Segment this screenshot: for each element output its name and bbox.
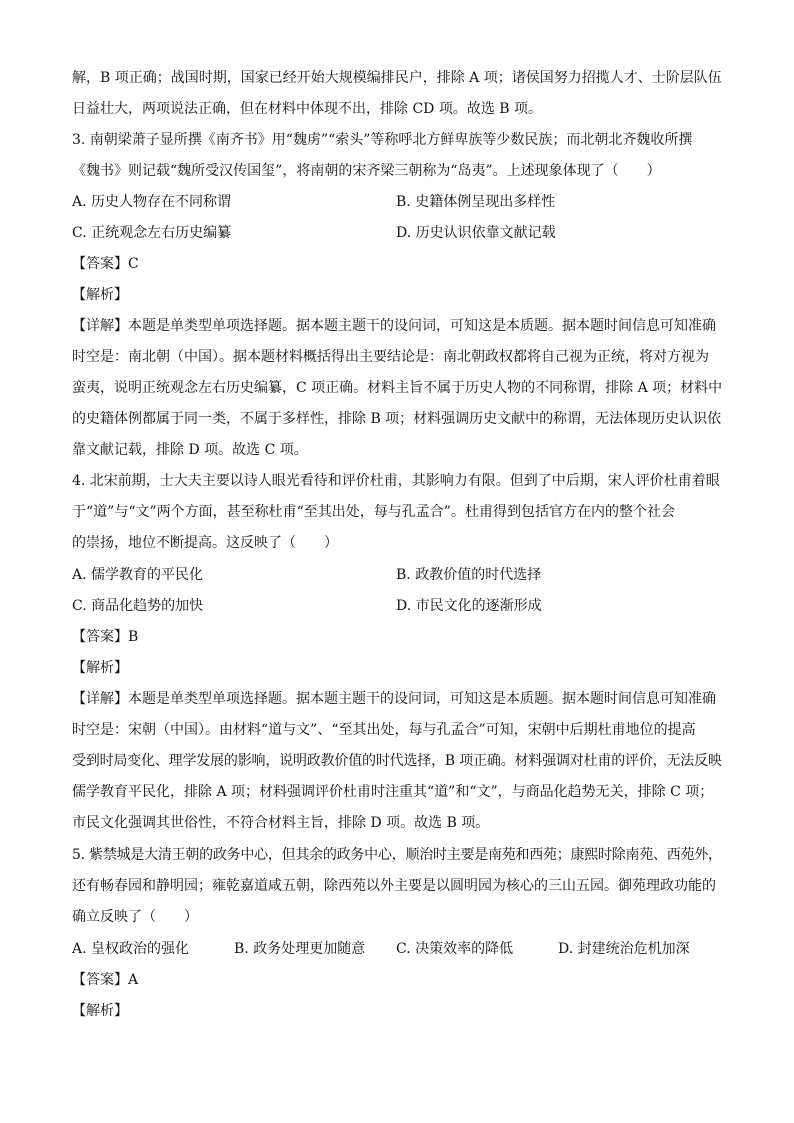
q5-option-a: A. 皇权政治的强化: [72, 941, 190, 957]
prev-explanation-line-1: 解，B 项正确；战国时期，国家已经开始大规模编排民户，排除 A 项；诸侯国努力招揽人才、士阶层队伍: [72, 70, 722, 86]
q4-detail-line-5: 市民文化强调其世俗性，不符合材料主旨，排除 D 项。故选 B 项。: [72, 815, 490, 831]
q4-analysis-label: 【解析】: [72, 660, 128, 676]
q4-option-b: B. 政教价值的时代选择: [396, 567, 542, 583]
q5-stem-line-2: 还有畅春园和静明园；雍乾嘉道咸五朝，除西苑以外主要是以圆明园为核心的三山五园。御苑理政功能的: [72, 878, 716, 894]
q5-option-b: B. 政务处理更加随意: [234, 941, 366, 957]
q4-stem-line-3: 的崇扬，地位不断提高。这反映了（ ）: [72, 535, 338, 551]
q5-option-c: C. 决策效率的降低: [396, 941, 514, 957]
q5-stem-line-3: 确立反映了（ ）: [72, 909, 198, 925]
q3-detail-line-2: 时空是：南北朝（中国）。据本题材料概括得出主要结论是：南北朝政权都将自己视为正统，将对方视为: [72, 349, 709, 365]
q3-stem-line-2: 《魏书》则记载“魏所受汉传国玺”，将南朝的宋齐梁三朝称为“岛夷”。上述现象体现了（ ）: [72, 163, 661, 179]
q3-option-a: A. 历史人物存在不同称谓: [72, 194, 232, 210]
q5-answer: 【答案】A: [72, 972, 139, 988]
q3-detail-line-5: 靠文献记载，排除 D 项。故选 C 项。: [72, 442, 308, 458]
q3-detail-line-4: 的史籍体例都属于同一类，不属于多样性，排除 B 项；材料强调历史文献中的称谓，无法体现历史认识依: [72, 411, 722, 427]
q3-option-c: C. 正统观念左右历史编纂: [72, 225, 232, 241]
q3-stem-line-1: 3. 南朝梁萧子显所撰《南齐书》用“魏虏”“索头”等称呼北方鲜卑族等少数民族；而北朝北齐魏收所撰: [72, 132, 693, 148]
q4-option-d: D. 市民文化的逐渐形成: [396, 598, 542, 614]
q4-option-a: A. 儒学教育的平民化: [72, 567, 204, 583]
q4-detail-line-4: 儒学教育平民化，排除 A 项；材料强调评价杜甫时注重其“道”和“文”，与商品化趋势无关，排除 C 项；: [72, 784, 714, 800]
q5-analysis-label: 【解析】: [72, 1003, 128, 1019]
prev-explanation-line-2: 日益壮大，两项说法正确，但在材料中体现不出，排除 CD 项。故选 B 项。: [72, 101, 543, 117]
q3-option-d: D. 历史认识依靠文献记载: [396, 225, 556, 241]
q5-stem-line-1: 5. 紫禁城是大清王朝的政务中心，但其余的政务中心，顺治时主要是南苑和西苑；康熙时除南苑、西苑外，: [72, 847, 722, 863]
q4-option-c: C. 商品化趋势的加快: [72, 598, 204, 614]
q3-option-b: B. 史籍体例呈现出多样性: [396, 194, 556, 210]
q4-detail-line-3: 受到时局变化、理学发展的影响，说明政教价值的时代选择，B 项正确。材料强调对杜甫的评价，无法反映: [72, 753, 722, 769]
q3-analysis-label: 【解析】: [72, 287, 128, 303]
q3-answer: 【答案】C: [72, 256, 139, 272]
q4-detail-line-2: 时空是：宋朝（中国）。由材料“道与文”、“至其出处，每与孔孟合”可知，宋朝中后期杜甫地位的提高: [72, 722, 696, 738]
q3-detail-line-1: 【详解】本题是单类型单项选择题。据本题主题干的设问词，可知这是本质题。据本题时间信息可知准确: [72, 318, 716, 334]
q4-detail-line-1: 【详解】本题是单类型单项选择题。据本题主题干的设问词，可知这是本质题。据本题时间信息可知准确: [72, 691, 716, 707]
q5-option-d: D. 封建统治危机加深: [558, 941, 690, 957]
q4-answer: 【答案】B: [72, 629, 139, 645]
q4-stem-line-2: 于“道”与“文”两个方面，甚至称杜甫“至其出处，每与孔孟合”。杜甫得到包括官方在内的整个社会: [72, 504, 675, 520]
q3-detail-line-3: 蛮夷，说明正统观念左右历史编纂，C 项正确。材料主旨不属于历史人物的不同称谓，排除 A 项；材料中: [72, 380, 723, 396]
q4-stem-line-1: 4. 北宋前期，士大夫主要以诗人眼光看待和评价杜甫，其影响力有限。但到了中后期，宋人评价杜甫着眼: [72, 473, 720, 489]
